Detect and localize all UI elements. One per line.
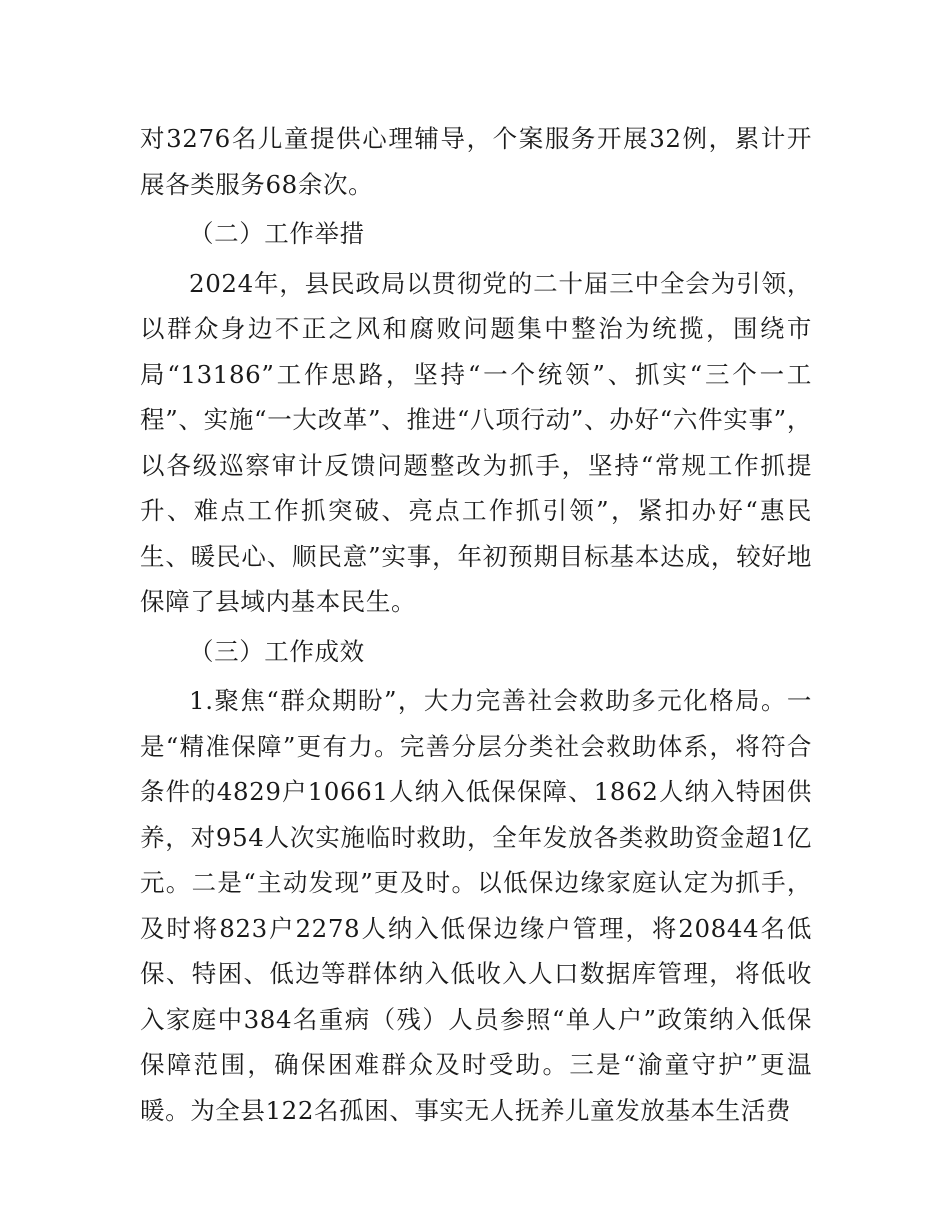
paragraph-intro: 对3276名儿童提供心理辅导，个案服务开展32例，累计开展各类服务68余次。 — [140, 124, 812, 199]
document-page — [140, 116, 812, 1133]
paragraph-results: 1.聚焦“群众期盼”，大力完善社会救助多元化格局。一是“精准保障”更有力。完善分层分类社会救助体系，将符合条件的4829户10661人纳入低保保障、1862人纳入特困供养，对954人次实施临时救助，全年发放各类救助资金超1亿元。二是“主动发现”更及时。以低保边缘家庭认定为抓手，及时将823户2278人纳入低保边缘户管理，将20844名低保、特困、低边等群体纳入低收入人口数据库管理，将低收入家庭中384名重病（残）人员参照“单人户”政策纳入低保保障范围，确保困难群众及时受助。三是“渝童守护”更温暖。为全县122名孤困、事实无人抚养儿童发放基本生活费 — [140, 686, 812, 1125]
paragraph-measures: 2024年，县民政局以贯彻党的二十届三中全会为引领，以群众身边不正之风和腐败问题集中整治为统揽，围绕市局“13186”工作思路，坚持“一个统领”、抓实“三个一工程”、实施“一大改革”、推进“八项行动”、办好“六件实事”，以各级巡察审计反馈问题整改为抓手，坚持“常规工作抓提升、难点工作抓突破、亮点工作抓引领”，紧扣办好“惠民生、暖民心、顺民意”实事，年初预期目标基本达成，较好地保障了县域内基本民生。 — [140, 268, 812, 616]
section-heading-measures: （二）工作举措 — [189, 219, 365, 248]
section-heading-results: （三）工作成效 — [189, 636, 365, 666]
